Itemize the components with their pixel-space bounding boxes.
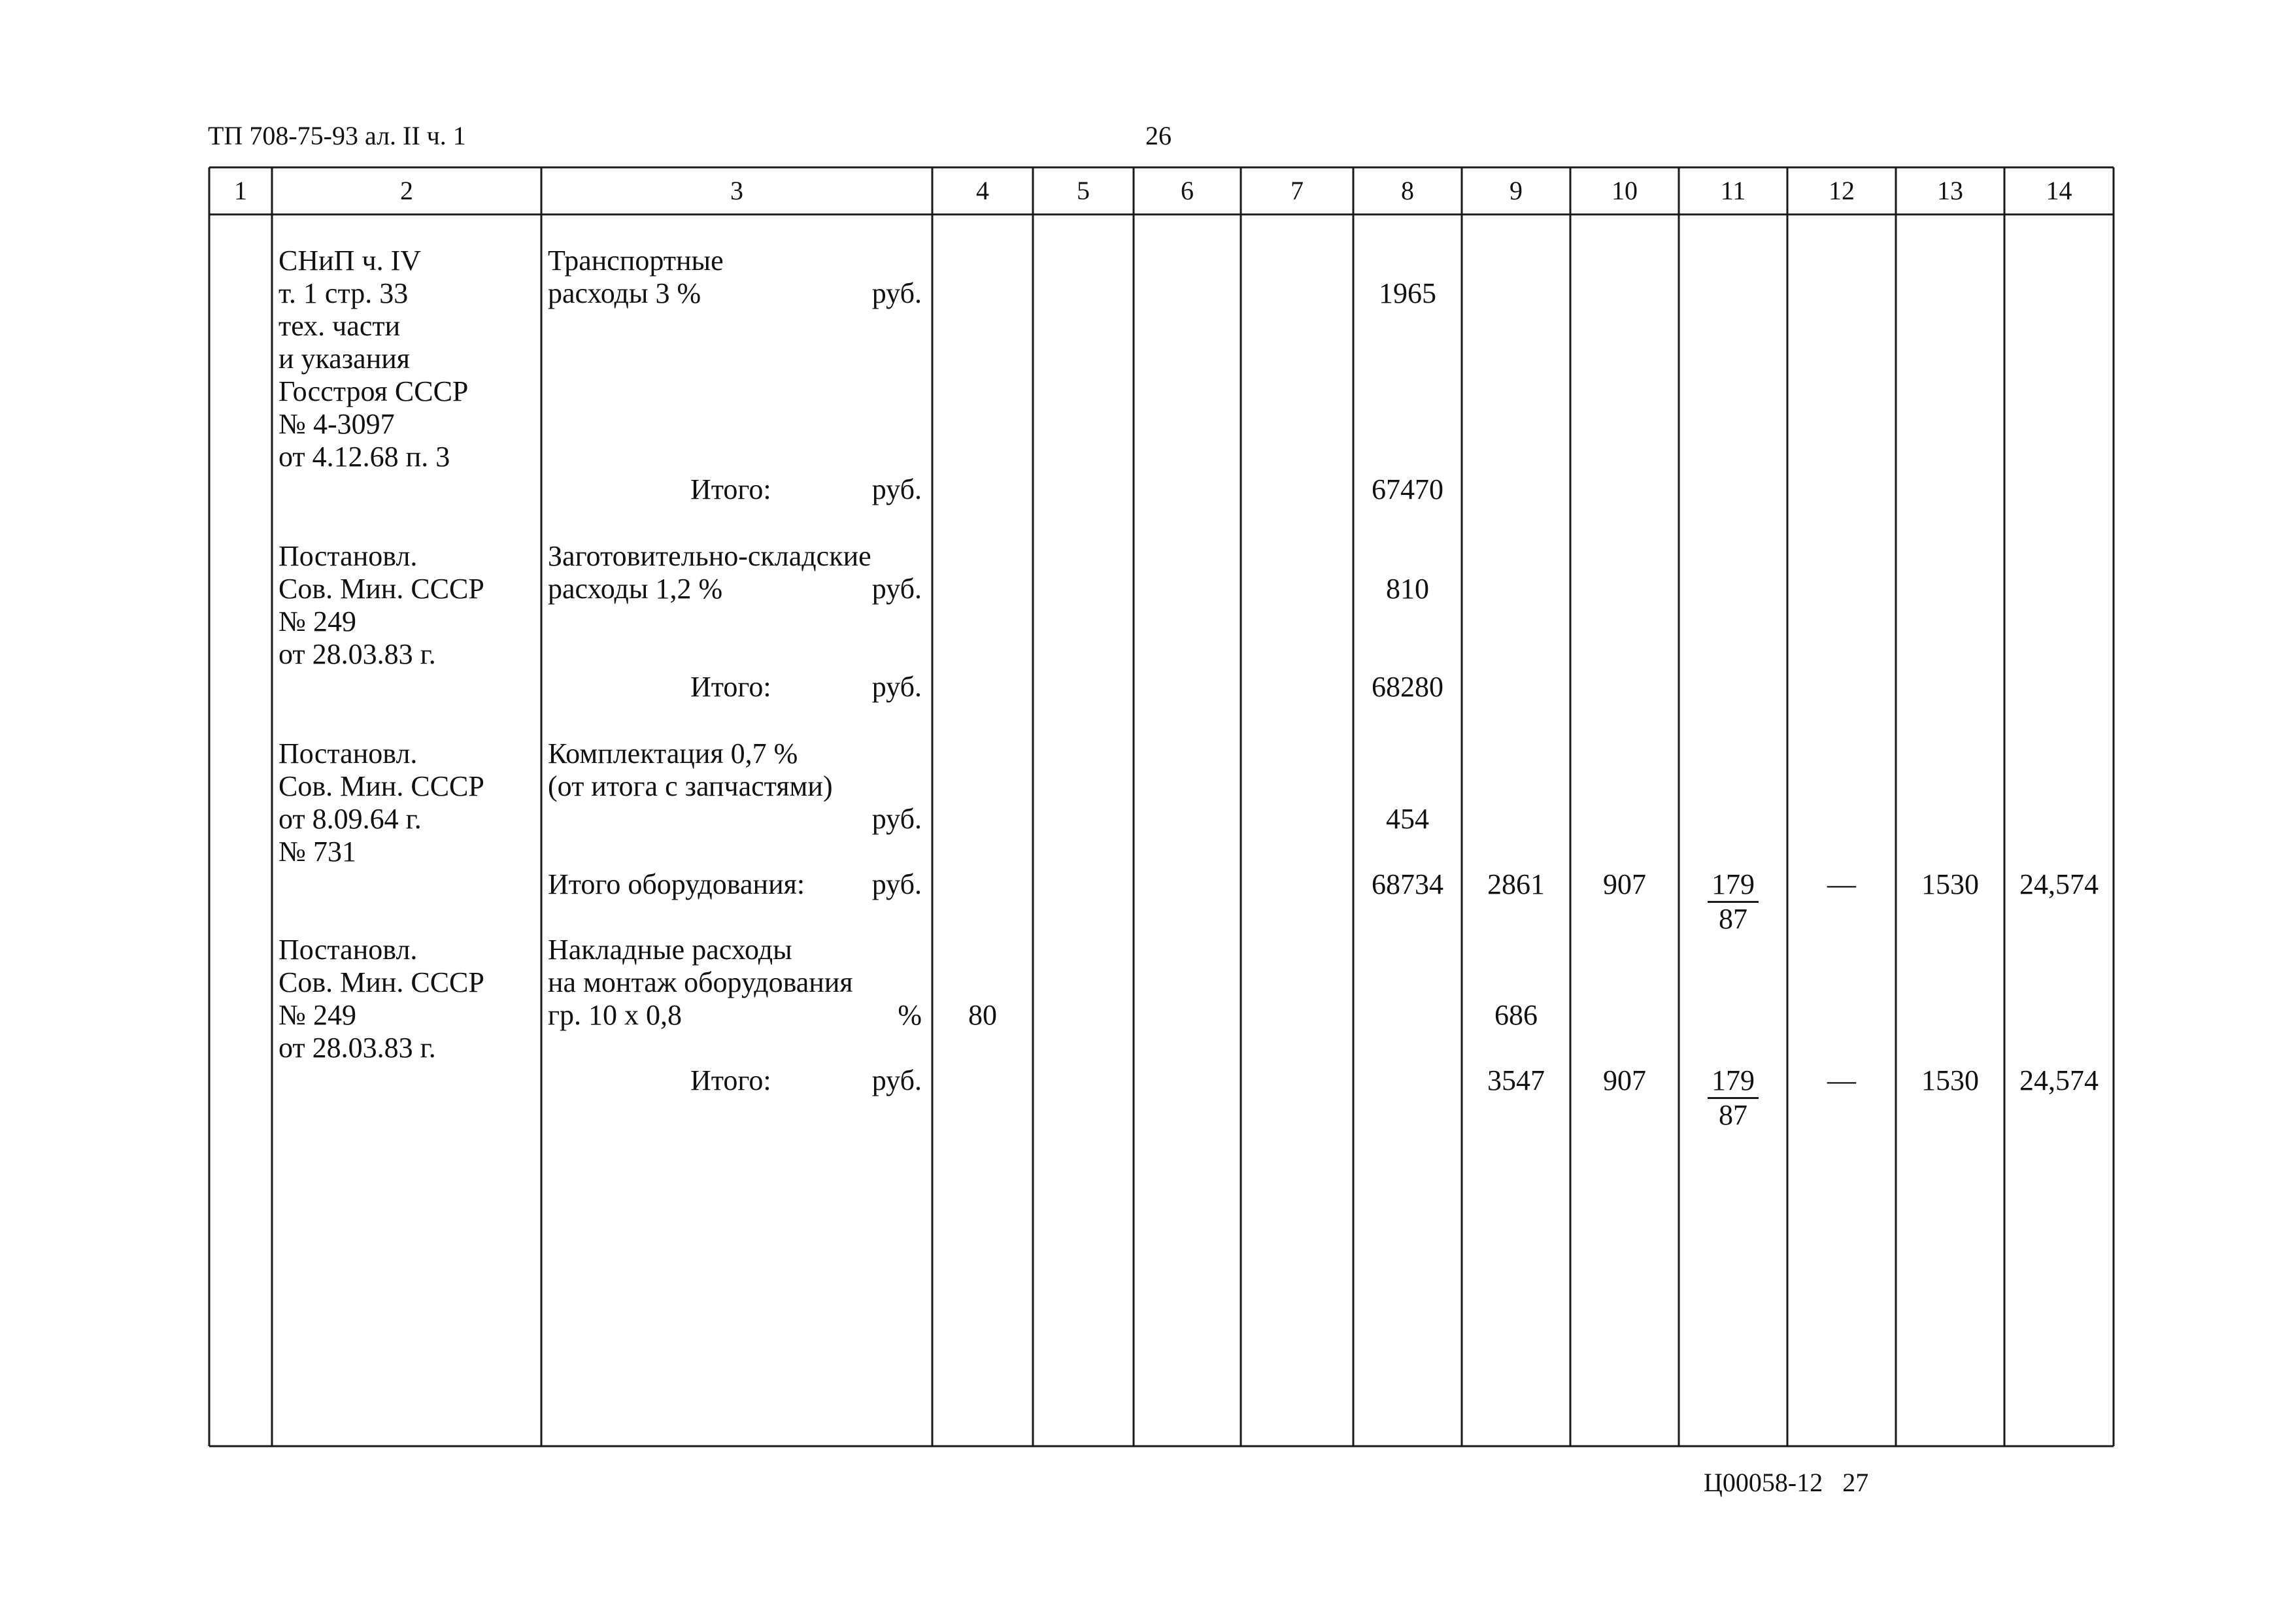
basis-line: № 4-3097 [278,408,395,440]
total-label: Итого: [690,1064,771,1096]
cell-col8: 810 [1386,573,1429,605]
cell-col9: 3547 [1487,1064,1545,1096]
item-name-line: Заготовительно-складские [548,540,871,572]
basis-line: от 28.03.83 г. [278,638,436,670]
item-name-line: Комплектация 0,7 % [548,737,798,770]
unit: руб. [871,1064,922,1096]
basis-line: от 8.09.64 г. [278,803,422,835]
unit: руб. [871,868,922,900]
cell-col8: 68734 [1372,868,1443,900]
column-number: 14 [2046,176,2072,205]
unit: руб. [871,573,922,605]
total-label: Итого оборудования: [548,868,805,900]
fraction-denominator: 87 [1719,1099,1747,1131]
basis-line: от 28.03.83 г. [278,1032,436,1064]
cell-col11-fraction [1708,1064,1759,1132]
page-number: 26 [1145,121,1172,150]
total-label: Итого: [690,671,771,703]
item-name-line: гр. 10 х 0,8 [548,999,683,1031]
column-number: 8 [1401,176,1414,205]
basis-line: от 4.12.68 п. 3 [278,441,450,473]
column-number: 13 [1937,176,1963,205]
basis-line: Постановл. [278,737,418,770]
cell-col10: 907 [1603,1064,1646,1096]
item-name-line: (от итога с запчастями) [548,770,833,802]
unit: руб. [871,277,922,309]
basis-line: и указания [278,343,411,375]
column-number: 4 [976,176,989,205]
fraction-denominator: 87 [1719,903,1747,935]
unit: руб. [871,671,922,703]
column-number: 6 [1181,176,1194,205]
basis-line: т. 1 стр. 33 [278,277,409,309]
basis-line: Постановл. [278,540,418,572]
cell-col8: 1965 [1379,277,1436,309]
document-reference: ТП 708-75-93 ал. II ч. 1 [208,121,466,150]
fraction-numerator: 179 [1708,868,1759,903]
basis-line: Сов. Мин. СССР [278,966,484,998]
basis-line: № 731 [278,836,356,868]
basis-line: Постановл. [278,934,418,966]
cell-col11-fraction [1708,868,1759,936]
cell-col9: 686 [1494,999,1538,1031]
total-label: Итого: [690,473,771,505]
cell-col8: 67470 [1372,473,1443,505]
basis-line: № 249 [278,999,356,1031]
column-number: 11 [1720,176,1746,205]
basis-line: тех. части [278,310,401,342]
cell-col10: 907 [1603,868,1646,900]
unit: руб. [871,473,922,505]
item-name-line: Накладные расходы [548,934,792,966]
cell-col12: — [1827,868,1856,900]
cell-col13: 1530 [1921,1064,1979,1096]
column-number: 9 [1510,176,1523,205]
basis-line: СНиП ч. IV [278,245,422,277]
basis-line: Сов. Мин. СССР [278,770,484,802]
column-number: 12 [1829,176,1855,205]
item-name-line: Транспортные [548,245,724,277]
column-number: 1 [234,176,247,205]
unit: руб. [871,803,922,835]
cell-col14: 24,574 [2019,1064,2099,1096]
basis-line: № 249 [278,605,356,637]
basis-line: Госстроя СССР [278,375,469,407]
footer-code: Ц00058-12 27 [1704,1468,1869,1497]
item-name-line: расходы 1,2 % [548,573,723,605]
cell-col4: 80 [968,999,997,1031]
cell-col12: — [1827,1064,1856,1096]
fraction-numerator: 179 [1708,1064,1759,1099]
column-number: 3 [730,176,743,205]
item-name-line: на монтаж оборудования [548,966,853,998]
cell-col14: 24,574 [2019,868,2099,900]
column-number: 7 [1290,176,1304,205]
column-number: 2 [400,176,413,205]
item-name-line: расходы 3 % [548,277,701,309]
unit: % [898,999,922,1031]
column-number: 10 [1611,176,1638,205]
cell-col13: 1530 [1921,868,1979,900]
basis-line: Сов. Мин. СССР [278,573,484,605]
cell-col9: 2861 [1487,868,1545,900]
column-number: 5 [1077,176,1090,205]
cell-col8: 454 [1386,803,1429,835]
cell-col8: 68280 [1372,671,1443,703]
